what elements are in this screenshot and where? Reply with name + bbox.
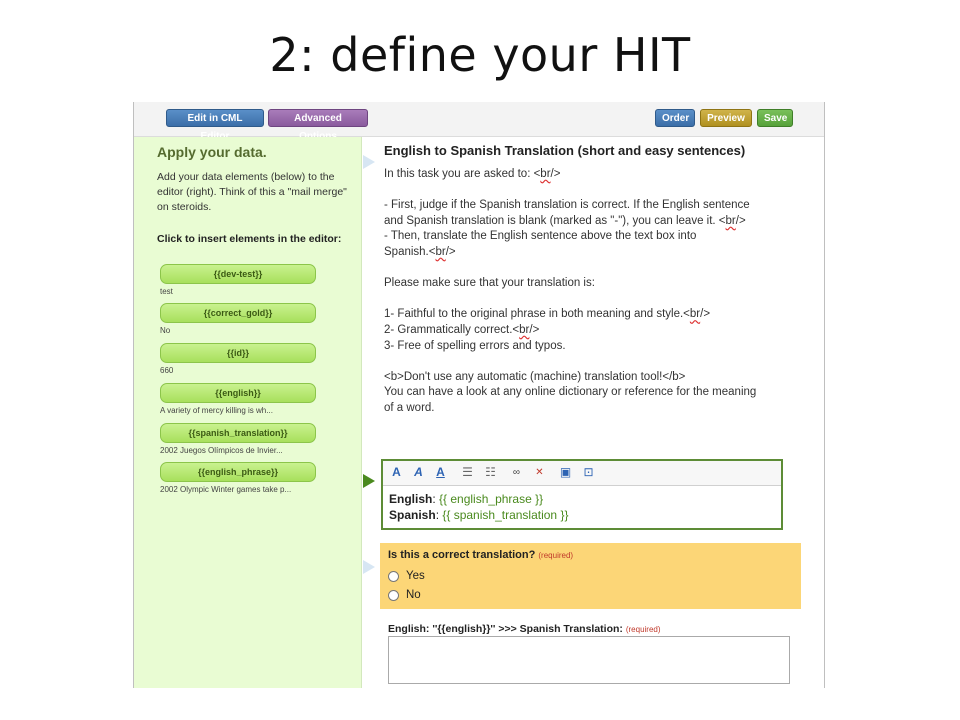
- top-toolbar: [134, 102, 824, 137]
- save-button[interactable]: Save: [757, 109, 793, 127]
- rich-text-editor[interactable]: [381, 459, 783, 530]
- insert-instruction: Click to insert elements in the editor:: [157, 233, 342, 245]
- field-button-english-phrase[interactable]: {{english_phrase}}: [160, 462, 316, 482]
- hit-editor-window: [133, 102, 825, 688]
- instruction-line: Spanish.<br/>: [384, 245, 456, 258]
- text-style-a-icon[interactable]: A: [392, 465, 401, 479]
- field-button-dev-test[interactable]: {{dev-test}}: [160, 264, 316, 284]
- instruction-line: In this task you are asked to: <br/>: [384, 168, 561, 180]
- data-elements-panel: [134, 137, 362, 688]
- field-sample-value: No: [160, 326, 171, 335]
- correct-translation-question: [380, 543, 801, 609]
- spanish-line: Spanish: {{ spanish_translation }}: [389, 508, 569, 522]
- text-underline-a-icon[interactable]: A: [436, 465, 445, 479]
- text-italic-a-icon[interactable]: A: [414, 465, 423, 479]
- field-sample-value: A variety of mercy killing is wh...: [160, 406, 273, 415]
- field-button-id[interactable]: {{id}}: [160, 343, 316, 363]
- field-sample-value: 2002 Olympic Winter games take p...: [160, 485, 292, 494]
- translation-field-label: English: ''{{english}}'' >>> Spanish Translation: (required): [388, 623, 661, 635]
- instruction-line: - First, judge if the Spanish translation is correct. If the English sentence: [384, 199, 750, 212]
- instruction-line: <b>Don't use any automatic (machine) translation tool!</b>: [384, 370, 686, 383]
- instruction-line: 1- Faithful to the original phrase in both meaning and style.<br/>: [384, 308, 711, 321]
- field-button-spanish-translation[interactable]: {{spanish_translation}}: [160, 423, 316, 443]
- instruction-line: 3- Free of spelling errors and typos.: [384, 339, 566, 352]
- spanish-translation-textarea[interactable]: [388, 636, 790, 684]
- question-label: Is this a correct translation? (required): [388, 549, 574, 561]
- task-title: English to Spanish Translation (short and easy sentences): [384, 143, 746, 158]
- radio-button[interactable]: [388, 571, 399, 582]
- ordered-list-icon[interactable]: ☰: [462, 465, 473, 479]
- preview-zoom-icon[interactable]: ⊡: [583, 465, 594, 479]
- instruction-line: Please make sure that your translation is:: [384, 277, 595, 290]
- instruction-line: and Spanish translation is blank (marked as "-"), you can leave it. <br/>: [384, 214, 746, 227]
- english-line: English: {{ english_phrase }}: [389, 492, 544, 506]
- section-pointer-arrow: [363, 155, 375, 169]
- field-sample-value: test: [160, 287, 173, 296]
- image-icon[interactable]: ▣: [559, 465, 572, 479]
- edit-in-cml-editor-button[interactable]: Edit in CML: [166, 109, 264, 127]
- link-icon[interactable]: ∞: [512, 467, 521, 478]
- task-instructions: [384, 167, 779, 417]
- radio-button[interactable]: [388, 590, 399, 601]
- panel-heading: Apply your data.: [157, 144, 267, 160]
- field-sample-value: 2002 Juegos Olímpicos de Invier...: [160, 446, 283, 455]
- field-sample-value: 660: [160, 366, 174, 375]
- unlink-icon[interactable]: ✕: [535, 467, 544, 478]
- order-button[interactable]: Order: [655, 109, 695, 127]
- slide-title: 2: define your HIT: [269, 28, 691, 82]
- field-button-correct-gold[interactable]: {{correct_gold}}: [160, 303, 316, 323]
- field-button-english[interactable]: {{english}}: [160, 383, 316, 403]
- instruction-line: of a word.: [384, 401, 435, 414]
- preview-button[interactable]: Preview: [700, 109, 752, 127]
- section-pointer-arrow: [363, 560, 375, 574]
- advanced-options-button[interactable]: Advanced: [268, 109, 368, 127]
- editor-toolbar: [383, 461, 781, 486]
- active-section-arrow: [363, 474, 375, 488]
- instruction-line: 2- Grammatically correct.<br/>: [384, 323, 540, 336]
- radio-option-yes[interactable]: Yes: [388, 568, 425, 584]
- unordered-list-icon[interactable]: ☷: [485, 465, 496, 479]
- editor-content[interactable]: [383, 486, 781, 523]
- instruction-line: - Then, translate the English sentence above the text box into: [384, 230, 697, 243]
- panel-description: Add your data elements (below) to the editor (right). Think of this a "mail merge" on steroids.: [157, 171, 347, 213]
- instruction-line: You can have a look at any online dictionary or reference for the meaning: [384, 386, 757, 399]
- radio-option-no[interactable]: No: [388, 587, 421, 603]
